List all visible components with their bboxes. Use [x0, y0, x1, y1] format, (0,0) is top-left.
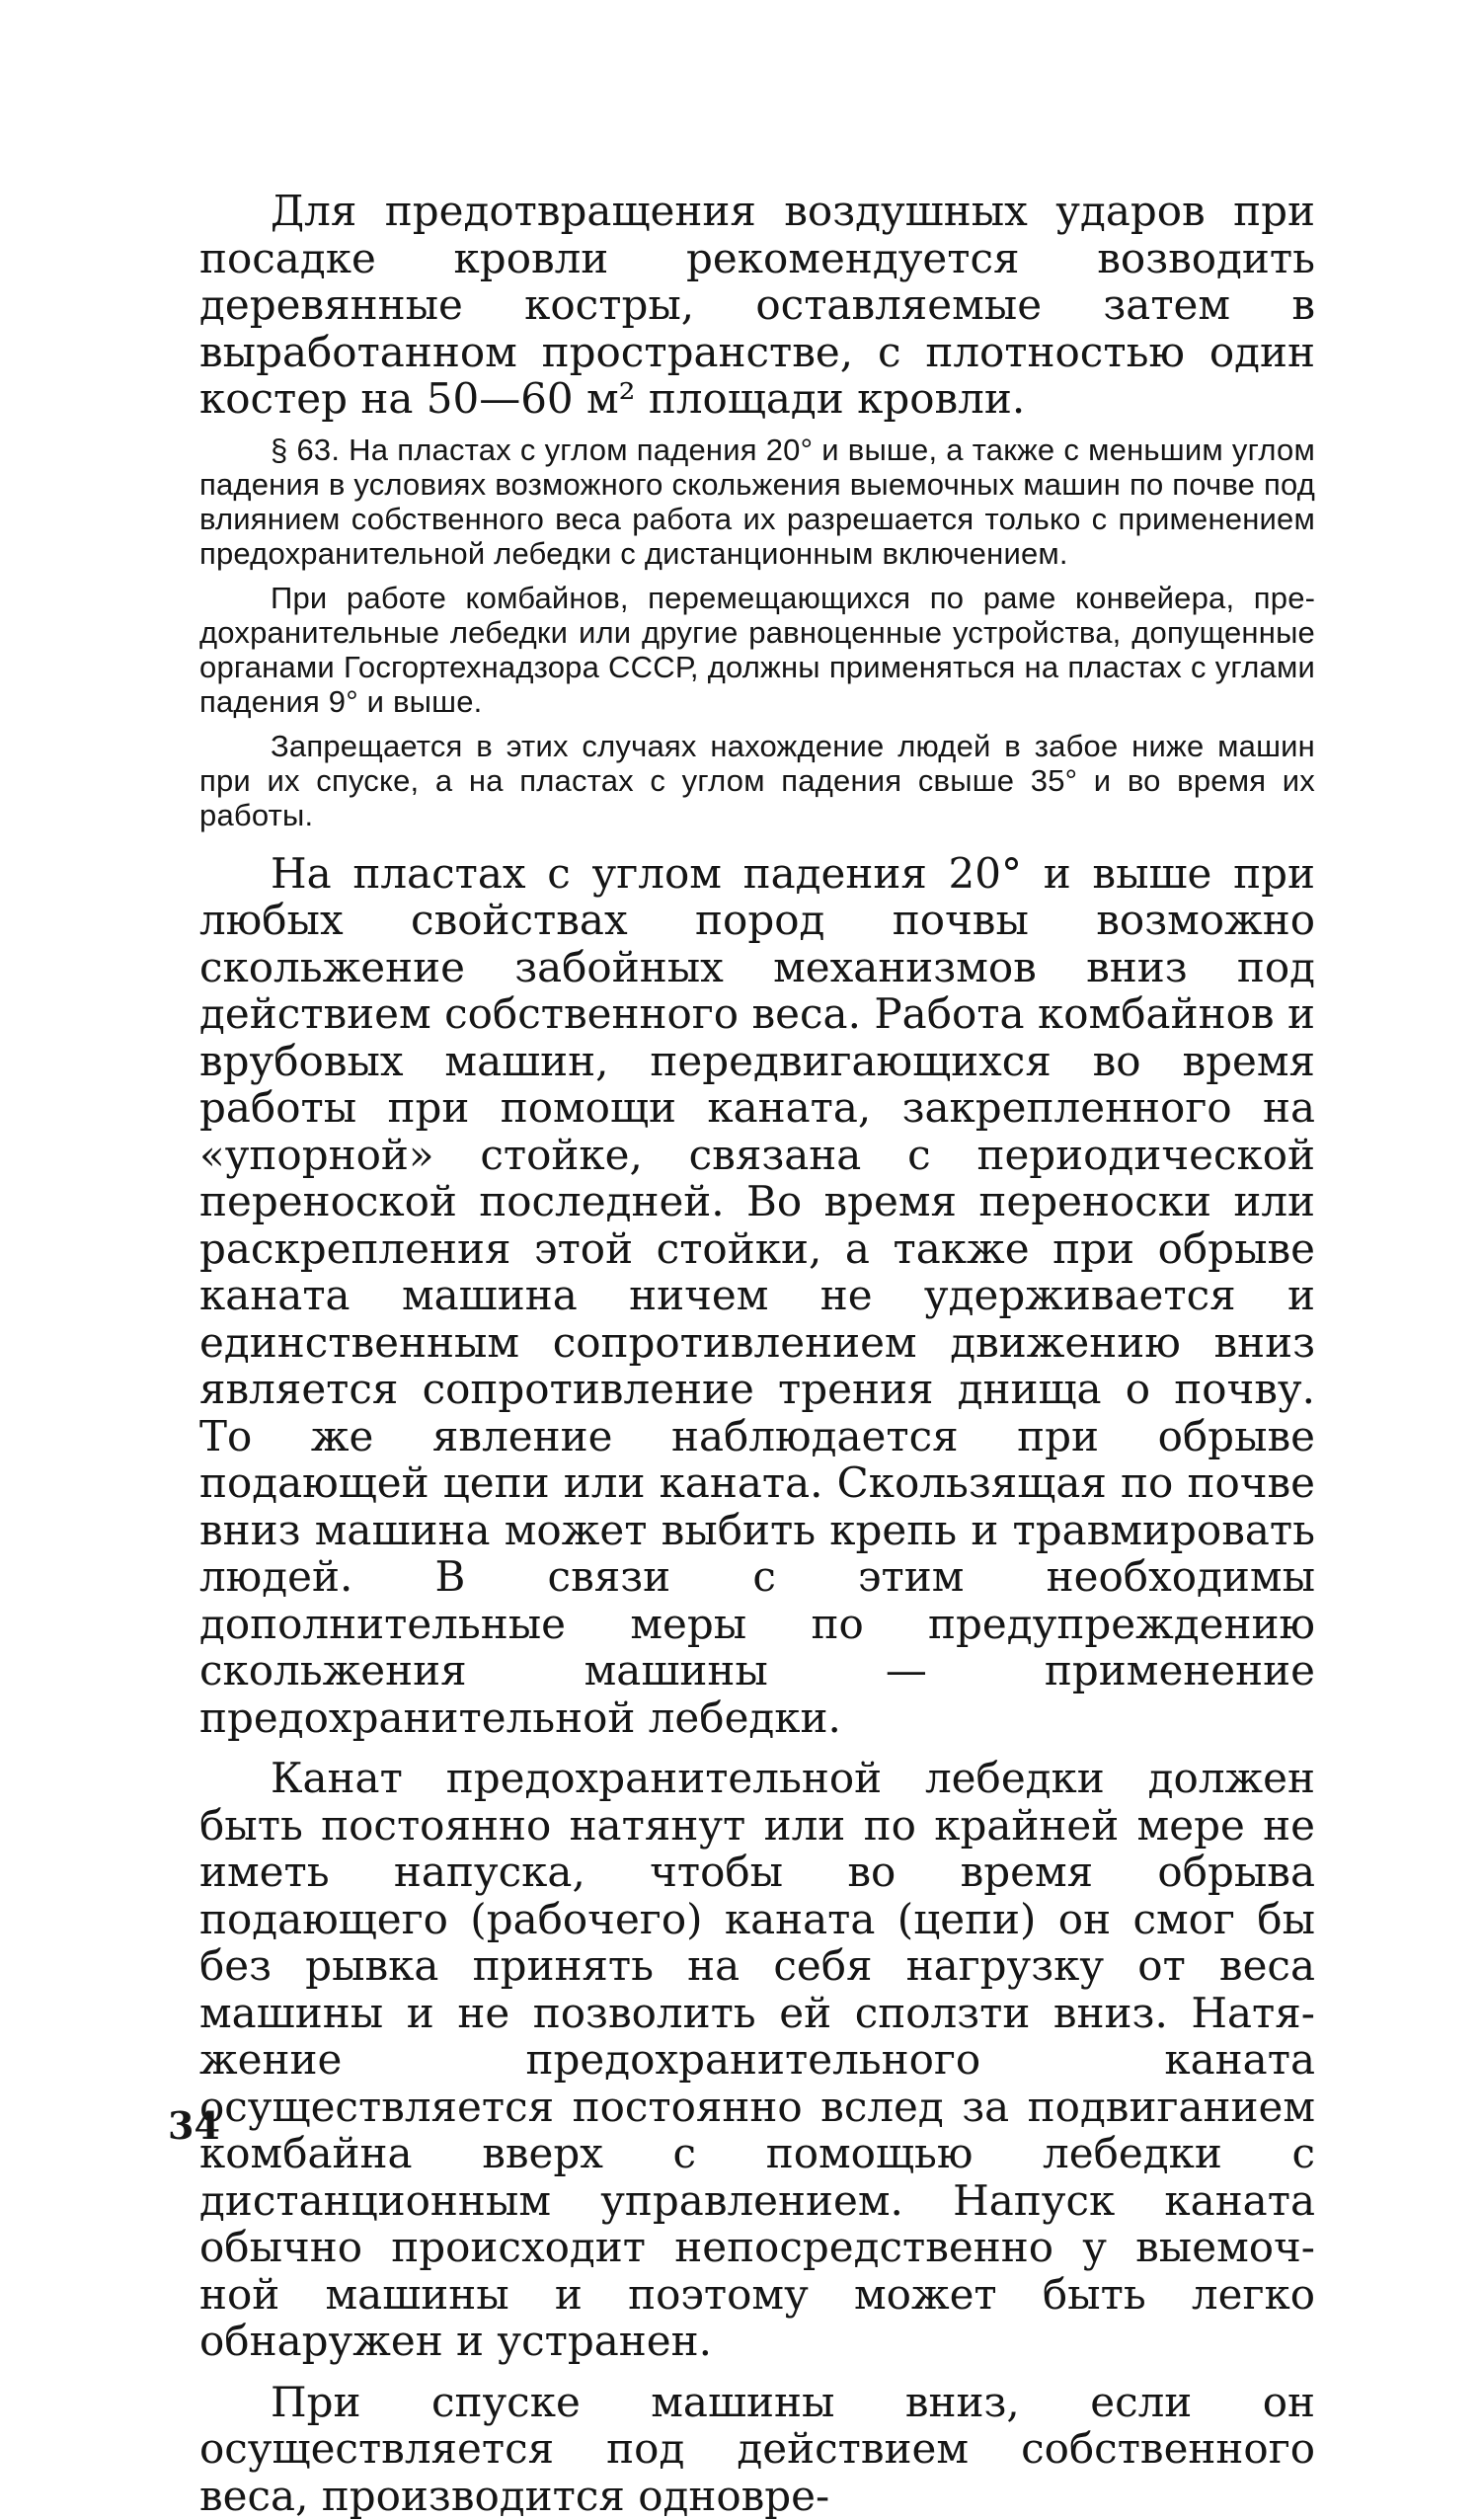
page-body — [199, 188, 1315, 2519]
paragraph-air-blast-prevention: Для предотвращения воздушных ударов при посадке кровли рекомендуется возводить деревянные костры, оставляемые затем в выработанном пространстве, с плотностью один костер на 50—60 м² площади кровли. — [199, 187, 1315, 423]
paragraph-safety-rope-tension: Канат предохранительной лебедки должен быть постоянно натянут или по крайней мере не иметь напуска, чтобы во время обрыва подающего (рабочего) каната (цепи) он смог бы без рывка принять на себя нагрузку от веса машины и не позволить ей сползти вниз. Натяжение предохранительного каната осуществляется постоянно вслед за подвиганием комбайна вверх с помощью лебедки с дистанционным управлением. Напуск каната обычно происходит непосредственно у выемочной машины и поэтому может быть легко обнаружен и устранен. — [199, 1754, 1315, 2365]
page-number: 34 — [168, 2103, 220, 2148]
paragraph-machine-sliding: На пластах с углом падения 20° и выше при любых свойствах пород почвы возможно скольжение забойных механизмов вниз под действием собственного веса. Работа комбайнов и врубовых машин, передвигающихся во время работы при помощи каната, закрепленного на «упорной» стойке, связана с периодической переноской последней. Во время переноски или раскрепления этой стойки, а также при обрыве каната машина ничем не удерживается и единственным сопротивлением движению вниз является сопротивление трения днища о почву. То же явление наблюдается при обрыве подающей цепи или каната. Скользящая по почве вниз машина может выбить крепь и травмировать людей. В связи с этим необходимы дополнительные меры по предупреждению скольжения машины — применение предохранительной лебедки. — [199, 848, 1315, 1742]
rule-people-prohibition: Запрещается в этих случаях нахождение людей в забое ниже машин при их спуске, а на пластах с углом падения свыше 35° и во время их работы. — [199, 728, 1315, 832]
rule-section-63: § 63. На пластах с углом падения 20° и выше, а также с меньшим углом падения в условиях возможного скольжения выемочных машин по почве под влиянием собственного веса работа их разрешается только с применением предохранительной лебедки с дистанционным включением. — [199, 432, 1315, 571]
paragraph-machine-descent: При спуске машины вниз, если он осуществляется под действием собственного веса, производится одновре- — [199, 2377, 1315, 2520]
rule-combines-safety-winches: При работе комбайнов, перемещающихся по раме конвейера, предохранительные лебедки или другие равноценные устройства, допущенные органами Госгортехнадзора СССР, должны применяться на пластах с углами падения 9° и выше. — [199, 580, 1315, 719]
